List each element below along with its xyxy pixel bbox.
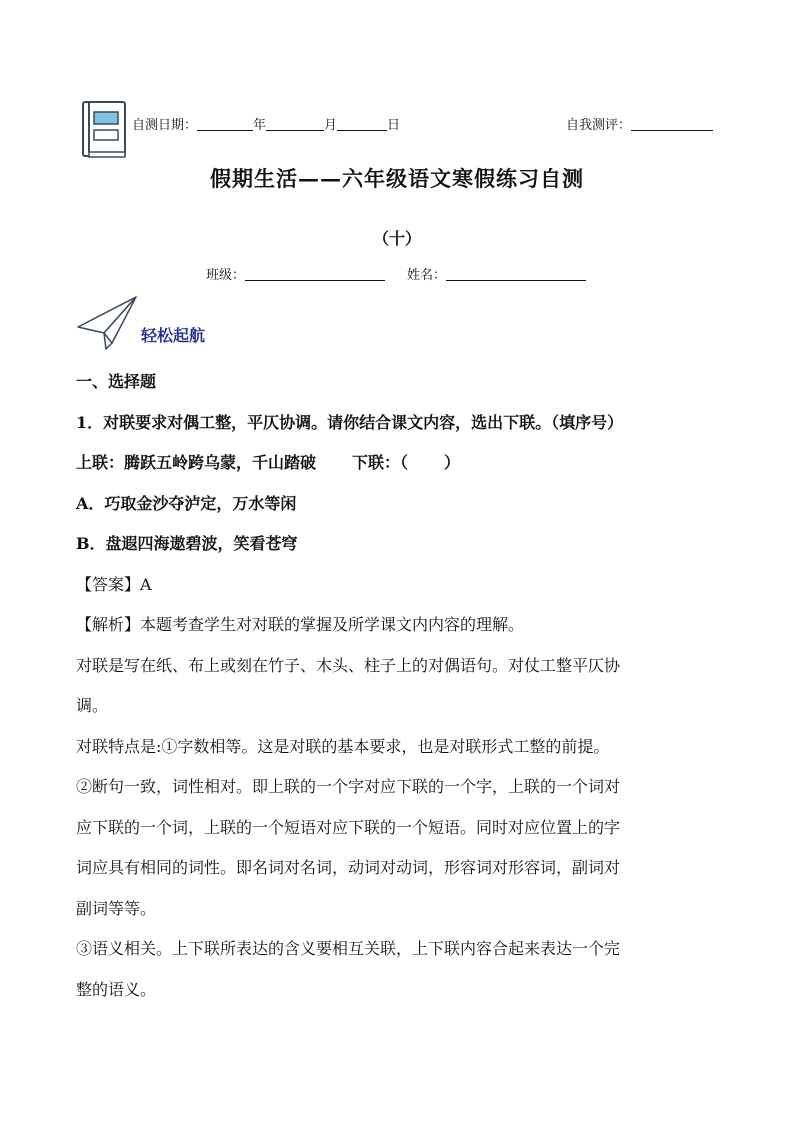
self-eval-label: 自我测评： [566,118,632,133]
analysis-text: 应下联的一个词，上联的一个短语对应下联的一个短语。同时对应位置上的字 [76,817,621,837]
answer-label: 【答案】 [76,574,141,594]
analysis-text: ②断句一致，词性相对。即上联的一个字对应下联的一个字，上联的一个词对 [76,777,621,796]
class-blank[interactable] [245,268,385,281]
question-content [76,362,724,1010]
analysis-intro-line [76,605,724,646]
option-a[interactable]: A．巧取金沙夺泸定，万水等闲 [76,493,297,513]
month-blank[interactable] [266,118,324,131]
class-label: 班级： [206,268,246,283]
answer-line [76,565,724,606]
year-label: 年 [253,118,267,133]
name-blank[interactable] [446,268,586,281]
analysis-text: 对联是写在纸、布上或刻在竹子、木头、柱子上的对偶语句。对仗工整平仄协 [76,655,621,675]
self-test-date-line [132,114,400,133]
upper-couplet: 上联：腾跃五岭跨乌蒙，千山踏破 [76,453,317,472]
lower-couplet-label: 下联：（ [352,453,409,472]
part-heading: 一、选择题 [76,372,157,391]
book-icon [80,100,130,160]
analysis-text: 词应具有相同的词性。即名词对名词，动词对动词，形容词对形容词，副词对 [76,858,621,877]
analysis-text: ③语义相关。上下联所表达的含义要相互关联，上下联内容合起来表达一个完 [76,939,621,958]
analysis-label: 【解析】 [76,615,141,634]
page-subtitle: （十） [372,229,421,248]
question-stem: 1．对联要求对偶工整，平仄协调。请你结合课文内容，选出下联。（填序号） [76,412,624,432]
student-info-row [206,264,586,283]
analysis-text: 调。 [76,696,109,715]
analysis-text: 副词等等。 [76,898,157,918]
month-label: 月 [324,118,338,133]
section-badge: 轻松起航 [141,326,206,345]
answer-value: A [140,574,152,594]
analysis-text: 对联特点是:①字数相等。这是对联的基本要求，也是对联形式工整的前提。 [76,736,610,756]
self-eval-blank[interactable] [631,118,713,131]
analysis-text: 整的语义。 [76,979,157,999]
day-blank[interactable] [337,118,387,131]
name-label: 姓名： [407,268,447,283]
couplet-line [76,443,724,484]
paper-plane-icon [76,295,142,351]
analysis-intro: 本题考查学生对对联的掌握及所学课文内内容的理解。 [140,615,525,634]
option-b[interactable]: B．盘遐四海遨碧波，笑看苍穹 [76,534,298,553]
year-blank[interactable] [197,118,253,131]
lower-couplet-close: ） [444,453,461,472]
day-label: 日 [387,118,401,133]
page-title: 假期生活——六年级语文寒假练习自测 [210,166,584,191]
self-eval-line [566,114,713,133]
date-label: 自测日期： [132,118,198,133]
